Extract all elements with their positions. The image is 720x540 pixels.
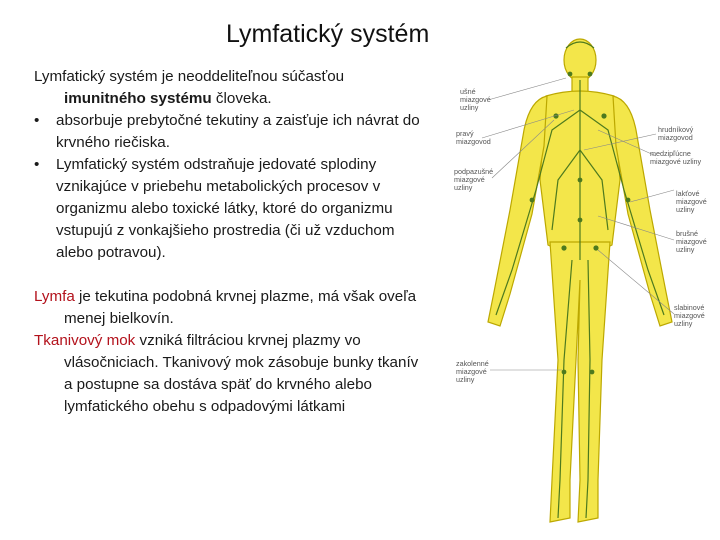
human-body-illustration (452, 30, 714, 535)
intro-paragraph (34, 66, 420, 110)
slide-title: Lymfatický systém (226, 20, 430, 48)
definition-text: je tekutina podobná krvnej plazme, má však oveľa menej bielkovín. (64, 288, 417, 327)
figure-label-right: hrudníkový miazgovod (658, 125, 694, 142)
figure-label-right: medzipľúcne miazgové uzliny (650, 149, 702, 166)
lymphatic-system-figure (452, 30, 714, 535)
bullet-text: absorbuje prebytočné tekutiny a zaisťuje ich návrat do krvného riečiska. (56, 112, 420, 151)
bullet-text: Lymfatický systém odstraňuje jedovaté splodiny vznikajúce v priebehu metabolických procesov v organizmu alebo toxické látky, ktoré do organizmu vstupujú z vonkajšieho prostredia (či už vzduchom alebo potravou). (56, 156, 395, 261)
bullet-item (34, 110, 420, 154)
figure-label-right: lakťové miazgové uzliny (676, 189, 707, 214)
definition-term: Lymfa (34, 288, 75, 305)
bullet-marker: • (34, 156, 40, 173)
definition-tkanivovy-mok (34, 330, 420, 418)
figure-label-left: ušné miazgové uzliny (460, 87, 491, 112)
figure-label-right: brušné miazgové uzliny (676, 229, 707, 254)
intro-tail: človeka. (211, 90, 272, 107)
intro-bold: imunitného systému (64, 90, 212, 107)
definition-term: Tkanivový mok (34, 332, 136, 349)
intro-lead: Lymfatický systém je neoddeliteľnou súčasťou (34, 68, 345, 85)
figure-label-left: podpazušné miazgové uzliny (454, 167, 494, 192)
bullet-marker: • (34, 112, 40, 129)
figure-label-left: zakolenné miazgové uzliny (456, 359, 489, 384)
definition-text: vzniká filtráciou krvnej plazmy vo vlásočniciach. Tkanivový mok zásobuje bunky tkanív a postupne sa dostáva späť do krvného alebo lymfatického obehu s odpadovými látkami (64, 332, 419, 415)
definition-lymfa (34, 286, 420, 330)
bullet-item (34, 154, 420, 264)
figure-label-left: pravý miazgovod (456, 129, 491, 146)
figure-label-right: slabinové miazgové uzliny (674, 303, 705, 328)
body-text (34, 66, 420, 418)
